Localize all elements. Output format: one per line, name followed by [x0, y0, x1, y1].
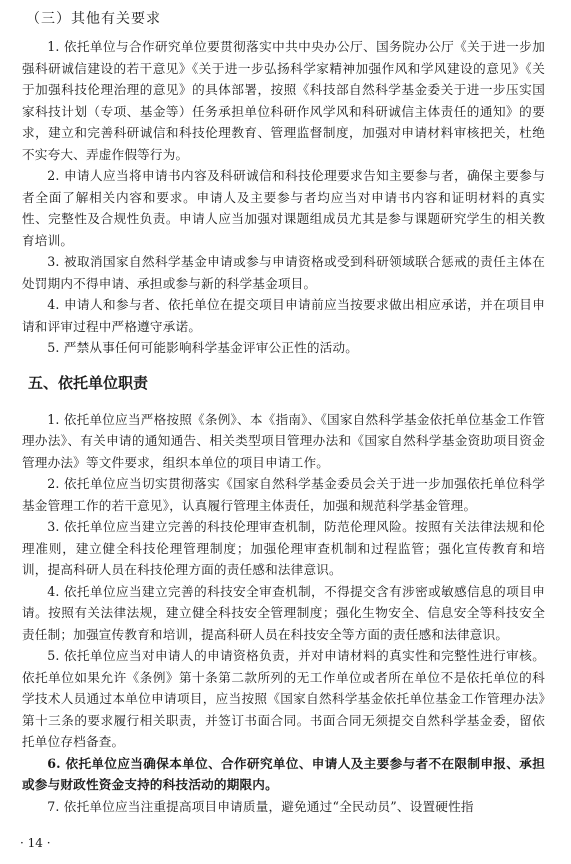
- page-number: · 14 ·: [20, 836, 51, 850]
- section-title: 五、依托单位职责: [28, 373, 149, 392]
- subsection-body: [22, 36, 545, 359]
- paragraph: 2. 依托单位应当切实贯彻落实《国家自然科学基金委员会关于进一步加强依托单位科学基金管理工作的若干意见》，认真履行管理主体责任，加强和规范科学基金管理。: [22, 476, 545, 513]
- paragraph: 1. 依托单位与合作研究单位要贯彻落实中共中央办公厅、国务院办公厅《关于进一步加强科研诚信建设的若干意见》《关于进一步弘扬科学家精神加强作风和学风建设的意见》《关于加强科技伦理治理的意见》的具体部署，按照《科技部自然科学基金委关于进一步压实国家科技计划（专项、基金等）任务承担单位科研作风学风和科研诚信主体责任的通知》的要求，建立和完善科研诚信和科技伦理教育、管理监督制度，加强对申请材料审核把关，杜绝不实夸大、弄虚作假等行为。: [22, 39, 545, 162]
- paragraph: 4. 依托单位应当建立完善的科技安全审查机制，不得提交含有涉密或敏感信息的项目申请。按照有关法律法规，建立健全科技安全管理制度；强化生物安全、信息安全等科技安全责任制；加强宣传教育和培训，提高科研人员在科技安全等方面的责任感和法律意识。: [22, 583, 545, 642]
- paragraph: 2. 申请人应当将申请书内容及科研诚信和科技伦理要求告知主要参与者，确保主要参与者全面了解相关内容和要求。申请人及主要参与者均应当对申请书内容和证明材料的真实性、完整性及合规性负责。申请人应当加强对课题组成员尤其是参与课题研究学生的相关教育培训。: [22, 168, 545, 248]
- paragraph: 5. 严禁从事任何可能影响科学基金评审公正性的活动。: [47, 340, 359, 355]
- paragraph: 7. 依托单位应当注重提高项目申请质量，避免通过“全民动员”、设置硬性指: [47, 798, 474, 814]
- paragraph: 3. 依托单位应当建立完善的科技伦理审查机制，防范伦理风险。按照有关法律法规和伦理准则，建立健全科技伦理管理制度；加强伦理审查机制和过程监管；强化宣传教育和培训，提高科研人员在科技伦理方面的责任感和法律意识。: [22, 519, 545, 577]
- paragraph: 4. 申请人和参与者、依托单位在提交项目申请前应当按要求做出相应承诺，并在项目申请和评审过程中严格遵守承诺。: [22, 297, 545, 334]
- subsection-heading: （三）其他有关要求: [26, 11, 161, 27]
- paragraph: 1. 依托单位应当严格按照《条例》、本《指南》、《国家自然科学基金依托单位基金工作管理办法》、有关申请的通知通告、相关类型项目管理办法和《国家自然科学基金资助项目资金管理办法》等文件要求，组织本单位的项目申请工作。: [22, 411, 545, 470]
- paragraph: 3. 被取消国家自然科学基金申请或参与申请资格或受到科研领域联合惩戒的责任主体在处罚期内不得申请、承担或参与新的科学基金项目。: [22, 254, 545, 291]
- section-body: [22, 409, 545, 818]
- paragraph: 5. 依托单位应当对申请人的申请资格负责，并对申请材料的真实性和完整性进行审核。依托单位如果允许《条例》第十条第二款所列的无工作单位或者所在单位不是依托单位的科学技术人员通过本单位申请项目，应当按照《国家自然科学基金依托单位基金工作管理办法》第十三条的要求履行相关职责，并签订书面合同。书面合同无须提交自然科学基金委，留依托单位存档备查。: [22, 648, 545, 749]
- paragraph-bold: 6. 依托单位应当确保本单位、合作研究单位、申请人及主要参与者不在限制申报、承担或参与财政性资金支持的科技活动的期限内。: [22, 755, 545, 792]
